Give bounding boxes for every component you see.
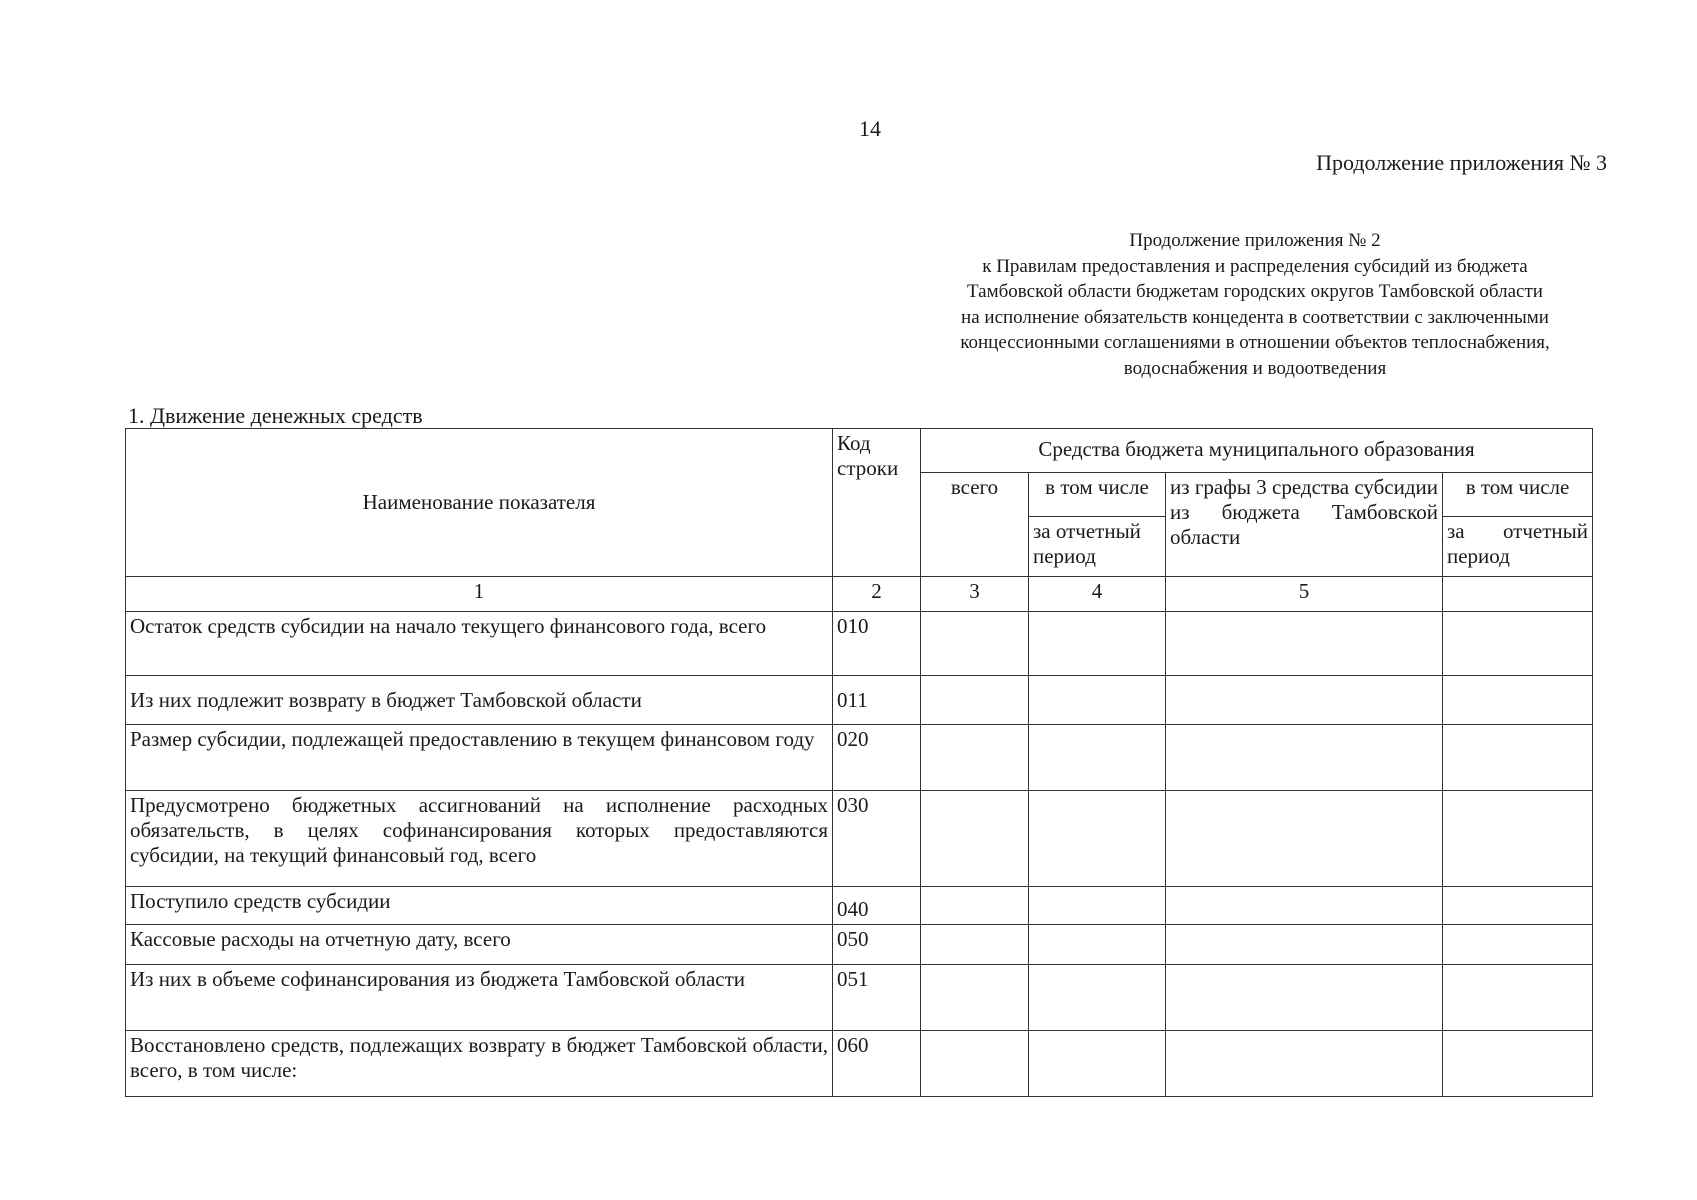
value-cell bbox=[1166, 791, 1443, 887]
section-title: 1. Движение денежных средств bbox=[128, 403, 423, 428]
row-code: 010 bbox=[833, 612, 921, 676]
value-cell bbox=[1443, 965, 1593, 1031]
header-for-period-2: за отчетный период bbox=[1443, 517, 1593, 577]
value-cell bbox=[1029, 925, 1166, 965]
appendix-2-caption bbox=[910, 228, 1600, 381]
row-code: 011 bbox=[833, 676, 921, 725]
header-total: всего bbox=[921, 473, 1029, 577]
value-cell bbox=[1443, 925, 1593, 965]
value-cell bbox=[1443, 725, 1593, 791]
value-cell bbox=[1166, 887, 1443, 925]
row-code: 030 bbox=[833, 791, 921, 887]
value-cell bbox=[1166, 612, 1443, 676]
table-row bbox=[126, 1031, 1593, 1097]
value-cell bbox=[921, 925, 1029, 965]
row-code: 051 bbox=[833, 965, 921, 1031]
header-including-2: в том числе bbox=[1443, 473, 1593, 517]
row-name: Из них в объеме софинансирования из бюджета Тамбовской области bbox=[126, 965, 833, 1031]
appendix-2-line: к Правилам предоставления и распределения субсидий из бюджета bbox=[982, 255, 1528, 277]
header-for-period: за отчетный период bbox=[1029, 517, 1166, 577]
row-code: 020 bbox=[833, 725, 921, 791]
value-cell bbox=[921, 725, 1029, 791]
value-cell bbox=[1166, 925, 1443, 965]
column-number: 2 bbox=[833, 577, 921, 612]
value-cell bbox=[1443, 612, 1593, 676]
table-row bbox=[126, 676, 1593, 725]
header-row bbox=[126, 429, 1593, 473]
table-row bbox=[126, 791, 1593, 887]
table-row bbox=[126, 965, 1593, 1031]
value-cell bbox=[1443, 676, 1593, 725]
appendix-2-line: водоснабжения и водоотведения bbox=[1123, 357, 1387, 379]
row-name: Поступило средств субсидии bbox=[126, 887, 833, 925]
value-cell bbox=[1029, 676, 1166, 725]
value-cell bbox=[1029, 612, 1166, 676]
table-row bbox=[126, 725, 1593, 791]
value-cell bbox=[921, 612, 1029, 676]
appendix-3-caption: Продолжение приложения № 3 bbox=[1316, 150, 1607, 175]
row-code: 050 bbox=[833, 925, 921, 965]
row-name: Размер субсидии, подлежащей предоставлению в текущем финансовом году bbox=[126, 725, 833, 791]
column-number-row bbox=[126, 577, 1593, 612]
value-cell bbox=[1443, 791, 1593, 887]
header-from-col3: из графы 3 средства субсидии из бюджета Тамбовской области bbox=[1166, 473, 1443, 577]
table-row bbox=[126, 887, 1593, 925]
header-municipal-budget: Средства бюджета муниципального образования bbox=[921, 429, 1593, 473]
appendix-2-title: Продолжение приложения № 2 bbox=[1129, 230, 1381, 251]
appendix-2-line: концессионными соглашениями в отношении объектов теплоснабжения, bbox=[960, 332, 1550, 353]
value-cell bbox=[1166, 676, 1443, 725]
value-cell bbox=[1166, 1031, 1443, 1097]
column-number bbox=[1443, 577, 1593, 612]
row-code: 060 bbox=[833, 1031, 921, 1097]
row-code: 040 bbox=[833, 887, 921, 925]
page-number: 14 bbox=[859, 116, 881, 141]
row-name: Восстановлено средств, подлежащих возврату в бюджет Тамбовской области, всего, в том числе: bbox=[126, 1031, 833, 1097]
value-cell bbox=[1166, 725, 1443, 791]
row-name: Из них подлежит возврату в бюджет Тамбовской области bbox=[126, 676, 833, 725]
header-including: в том числе bbox=[1029, 473, 1166, 517]
row-name: Предусмотрено бюджетных ассигнований на исполнение расходных обязательств, в целях софинансирования которых предоставляются субсидии, на текущий финансовый год, всего bbox=[126, 791, 833, 887]
cash-flow-table bbox=[125, 428, 1593, 1097]
value-cell bbox=[921, 791, 1029, 887]
value-cell bbox=[921, 887, 1029, 925]
value-cell bbox=[921, 1031, 1029, 1097]
column-number: 4 bbox=[1029, 577, 1166, 612]
value-cell bbox=[1029, 1031, 1166, 1097]
column-number: 1 bbox=[126, 577, 833, 612]
value-cell bbox=[921, 965, 1029, 1031]
appendix-2-line: Тамбовской области бюджетам городских округов Тамбовской области bbox=[967, 281, 1543, 302]
value-cell bbox=[1443, 887, 1593, 925]
table-row bbox=[126, 925, 1593, 965]
header-name: Наименование показателя bbox=[126, 429, 833, 577]
value-cell bbox=[921, 676, 1029, 725]
column-number: 3 bbox=[921, 577, 1029, 612]
header-code: Код строки bbox=[833, 429, 921, 577]
value-cell bbox=[1443, 1031, 1593, 1097]
row-name: Кассовые расходы на отчетную дату, всего bbox=[126, 925, 833, 965]
value-cell bbox=[1029, 791, 1166, 887]
row-name: Остаток средств субсидии на начало текущего финансового года, всего bbox=[126, 612, 833, 676]
value-cell bbox=[1166, 965, 1443, 1031]
table-row bbox=[126, 612, 1593, 676]
column-number: 5 bbox=[1166, 577, 1443, 612]
value-cell bbox=[1029, 887, 1166, 925]
value-cell bbox=[1029, 965, 1166, 1031]
value-cell bbox=[1029, 725, 1166, 791]
appendix-2-line: на исполнение обязательств концедента в соответствии с заключенными bbox=[961, 306, 1549, 328]
